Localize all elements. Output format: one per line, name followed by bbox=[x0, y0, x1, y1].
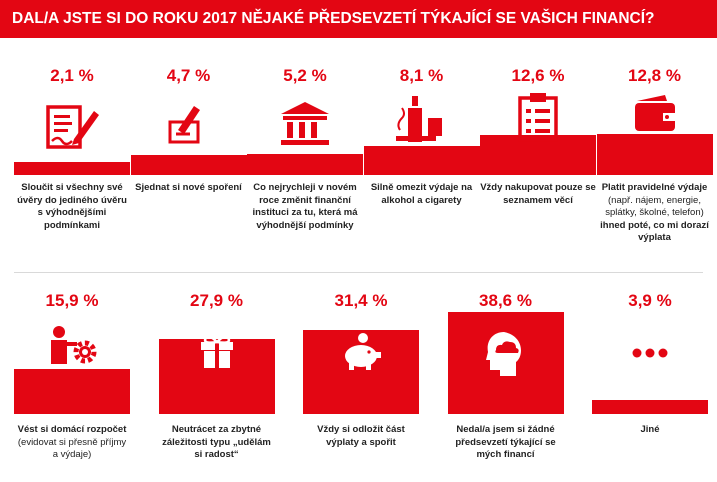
category-label: Vždy nakupovat pouze se seznamem věcí bbox=[480, 182, 596, 206]
head-cloud-icon bbox=[484, 330, 528, 383]
category-label: Vždy si odložit část výplaty a spořit bbox=[317, 424, 405, 448]
category-label: Neutrácet za zbytné záležitosti typu „udělám si radost“ bbox=[162, 424, 271, 460]
bar bbox=[364, 146, 480, 175]
category-label: Silně omezit výdaje na alkohol a cigarety bbox=[370, 182, 473, 206]
bar bbox=[14, 162, 130, 175]
piggy-bank-icon bbox=[337, 330, 385, 377]
category-label: Nedal/a jsem si žádné předsevzetí týkající se mých financí bbox=[455, 424, 556, 460]
value-label: 2,1 % bbox=[50, 66, 94, 85]
value-label: 3,9 % bbox=[628, 291, 672, 310]
hand-pen-icon bbox=[164, 100, 214, 153]
dots-icon bbox=[632, 345, 668, 363]
person-gear-icon bbox=[45, 324, 99, 377]
value-label: 27,9 % bbox=[190, 291, 243, 310]
category-label: Jiné bbox=[640, 424, 660, 435]
value-label: 12,6 % bbox=[511, 66, 565, 85]
value-label: 38,6 % bbox=[479, 291, 532, 310]
bar bbox=[597, 134, 713, 175]
page-title: DAL/A JSTE SI DO ROKU 2017 NĚJAKÉ PŘEDSEVZETÍ TÝKAJÍCÍ SE VAŠICH FINANCÍ? bbox=[0, 0, 717, 38]
category-label: Sjednat si nové spoření bbox=[135, 182, 242, 193]
category-label: Vést si domácí rozpočet (evidovat si přesně příjmy a výdaje) bbox=[17, 424, 127, 460]
category-label: Co nejrychleji v novém roce změnit finanční instituci za tu, která má výhodnější podmínky bbox=[252, 182, 358, 231]
row-divider bbox=[14, 272, 703, 273]
wallet-icon bbox=[631, 93, 679, 138]
bar bbox=[592, 400, 708, 414]
value-label: 15,9 % bbox=[45, 291, 99, 310]
bank-icon bbox=[279, 100, 331, 151]
document-sign-icon bbox=[44, 101, 100, 158]
alcohol-cigarette-icon bbox=[394, 94, 450, 149]
value-label: 31,4 % bbox=[334, 291, 388, 310]
value-label: 4,7 % bbox=[166, 66, 211, 85]
category-label: Sloučit si všechny své úvěry do jediného úvěru s výhodnějšími podmínkami bbox=[17, 182, 127, 231]
value-label: 8,1 % bbox=[399, 66, 444, 85]
checklist-icon bbox=[516, 92, 560, 147]
gift-icon bbox=[197, 330, 237, 375]
value-label: 5,2 % bbox=[283, 66, 327, 85]
value-label: 12,8 % bbox=[628, 66, 681, 85]
bar bbox=[247, 154, 363, 175]
bar bbox=[131, 155, 247, 175]
category-label: Platit pravidelné výdaje (např. nájem, energie, splátky, školné, telefon) ihned poté, co mi dorazí výplata bbox=[600, 182, 709, 243]
